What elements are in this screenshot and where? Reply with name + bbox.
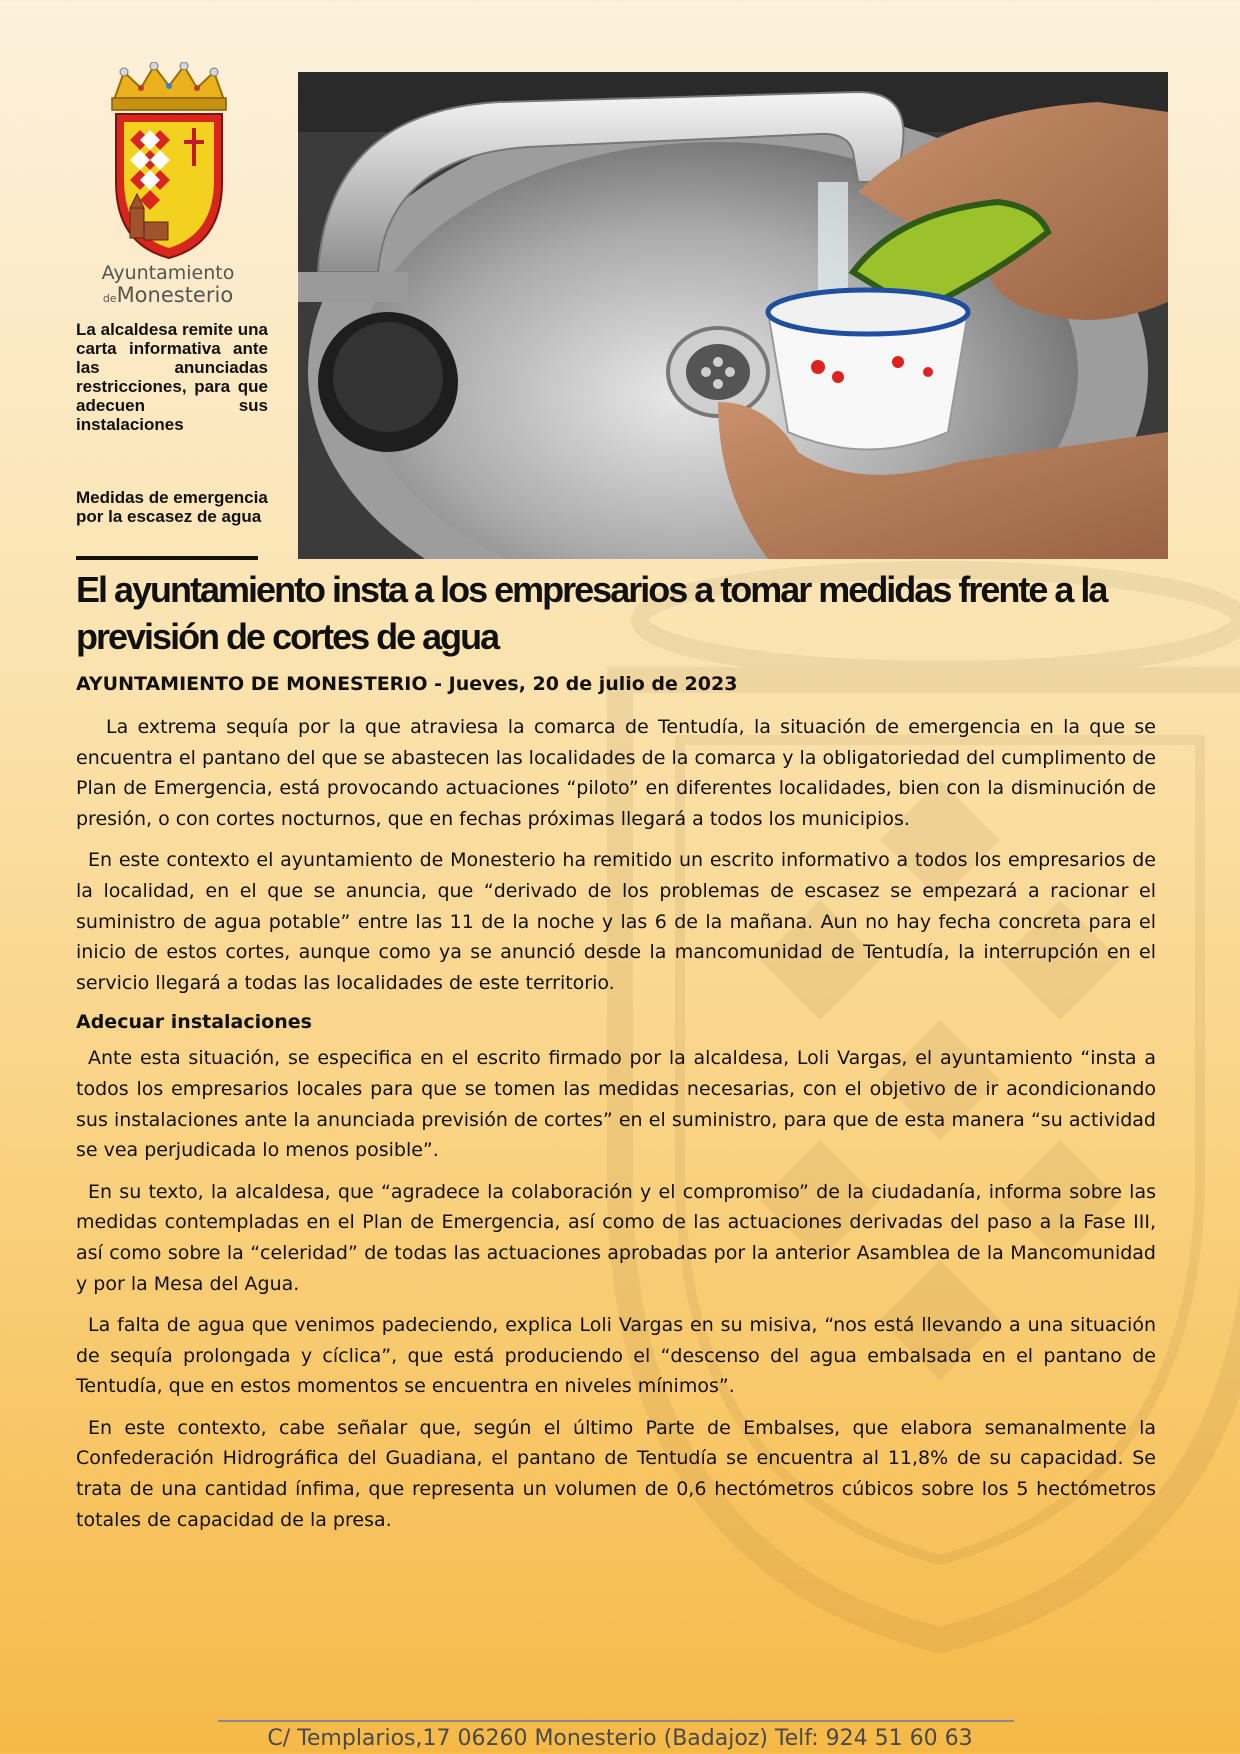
article-paragraph: En este contexto, cabe señalar que, según el último Parte de Embalses, que elabora semanalmente la Confederación Hidrográfica del Guadiana, el pantano de Tentudía se encuentra al 11,8% de su capacidad. Se trata de una cantidad ínfima, que representa un volumen de 0,6 hectómetros cúbicos sobre los 5 hectómetros totales de capacidad de la presa. xyxy=(76,1416,1156,1531)
article-paragraph: Ante esta situación, se especifica en el escrito firmado por la alcaldesa, Loli Vargas, el ayuntamiento “insta a todos los empresarios locales para que se tomen las medidas necesarias, con el objetivo de ir acondicionando sus instalaciones ante la anunciada previsión de cortes” en el suministro, para que de esta manera “su actividad se vea perjudicada lo menos posible”. xyxy=(76,1047,1156,1162)
sink-washing-photo xyxy=(298,72,1168,559)
article-body xyxy=(76,712,1156,1546)
logo-line-monesterio xyxy=(78,284,258,310)
sidebar-divider xyxy=(76,556,258,560)
logo-wordmark xyxy=(78,262,258,310)
sidebar-summary: La alcaldesa remite una carta informativa ante las anunciadas restricciones, para que adecuen sus instalaciones xyxy=(76,320,268,434)
byline-source: AYUNTAMIENTO DE MONESTERIO xyxy=(76,673,428,695)
logo-line-ayuntamiento: Ayuntamiento xyxy=(101,262,235,284)
article-subheading: Adecuar instalaciones xyxy=(76,1011,312,1034)
byline-date: - Jueves, 20 de julio de 2023 xyxy=(427,673,738,695)
sidebar-kicker: Medidas de emergencia por la escasez de agua xyxy=(76,488,268,526)
article-paragraph: En su texto, la alcaldesa, que “agradece la colaboración y el compromiso” de la ciudadanía, informa sobre las medidas contempladas en el Plan de Emergencia, así como de las actuaciones derivadas del paso a la Fase III, así como sobre la “celeridad” de todas las actuaciones aprobadas por la anterior Asamblea de la Mancomunidad y por la Mesa del Agua. xyxy=(76,1180,1156,1295)
logo-town-name: Monesterio xyxy=(116,283,234,307)
article-paragraph: La falta de agua que venimos padeciendo, explica Loli Vargas en su misiva, “nos está llevando a una situación de sequía prolongada y cíclica”, que está produciendo el “descenso del agua embalsada en el pantano de Tentudía, que en estos momentos se encuentra en niveles mínimos”. xyxy=(76,1314,1156,1398)
logo-prefix: de xyxy=(102,292,117,305)
article-byline xyxy=(76,673,737,695)
article-paragraph: En este contexto el ayuntamiento de Monesterio ha remitido un escrito informativo a todos los empresarios de la localidad, en el que se anuncia, que “derivado de los problemas de escasez se empezará a racionar el suministro de agua potable” entre las 11 de la noche y las 6 de la mañana. Aun no hay fecha concreta para el inicio de estos cortes, aunque como ya se anunció desde la mancomunidad de Tentudía, la interrupción en el servicio llegará a todas las localidades de este territorio. xyxy=(76,849,1156,994)
article-paragraph: La extrema sequía por la que atraviesa la comarca de Tentudía, la situación de emergencia en la que se encuentra el pantano del que se abastecen las localidades de la comarca y la obligatoriedad del cumplimento de Plan de Emergencia, está provocando actuaciones “piloto” en diferentes localidades, bien con la disminución de presión, o con cortes nocturnos, que en fechas próximas llegará a todos los municipios. xyxy=(76,716,1156,830)
footer-divider xyxy=(218,1720,1014,1722)
ayuntamiento-monesterio-logo xyxy=(96,62,242,262)
footer-address: C/ Templarios,17 06260 Monesterio (Badajoz) Telf: 924 51 60 63 xyxy=(267,1726,973,1751)
article-headline: El ayuntamiento insta a los empresarios a tomar medidas frente a la previsión de cortes de agua xyxy=(76,569,1107,657)
